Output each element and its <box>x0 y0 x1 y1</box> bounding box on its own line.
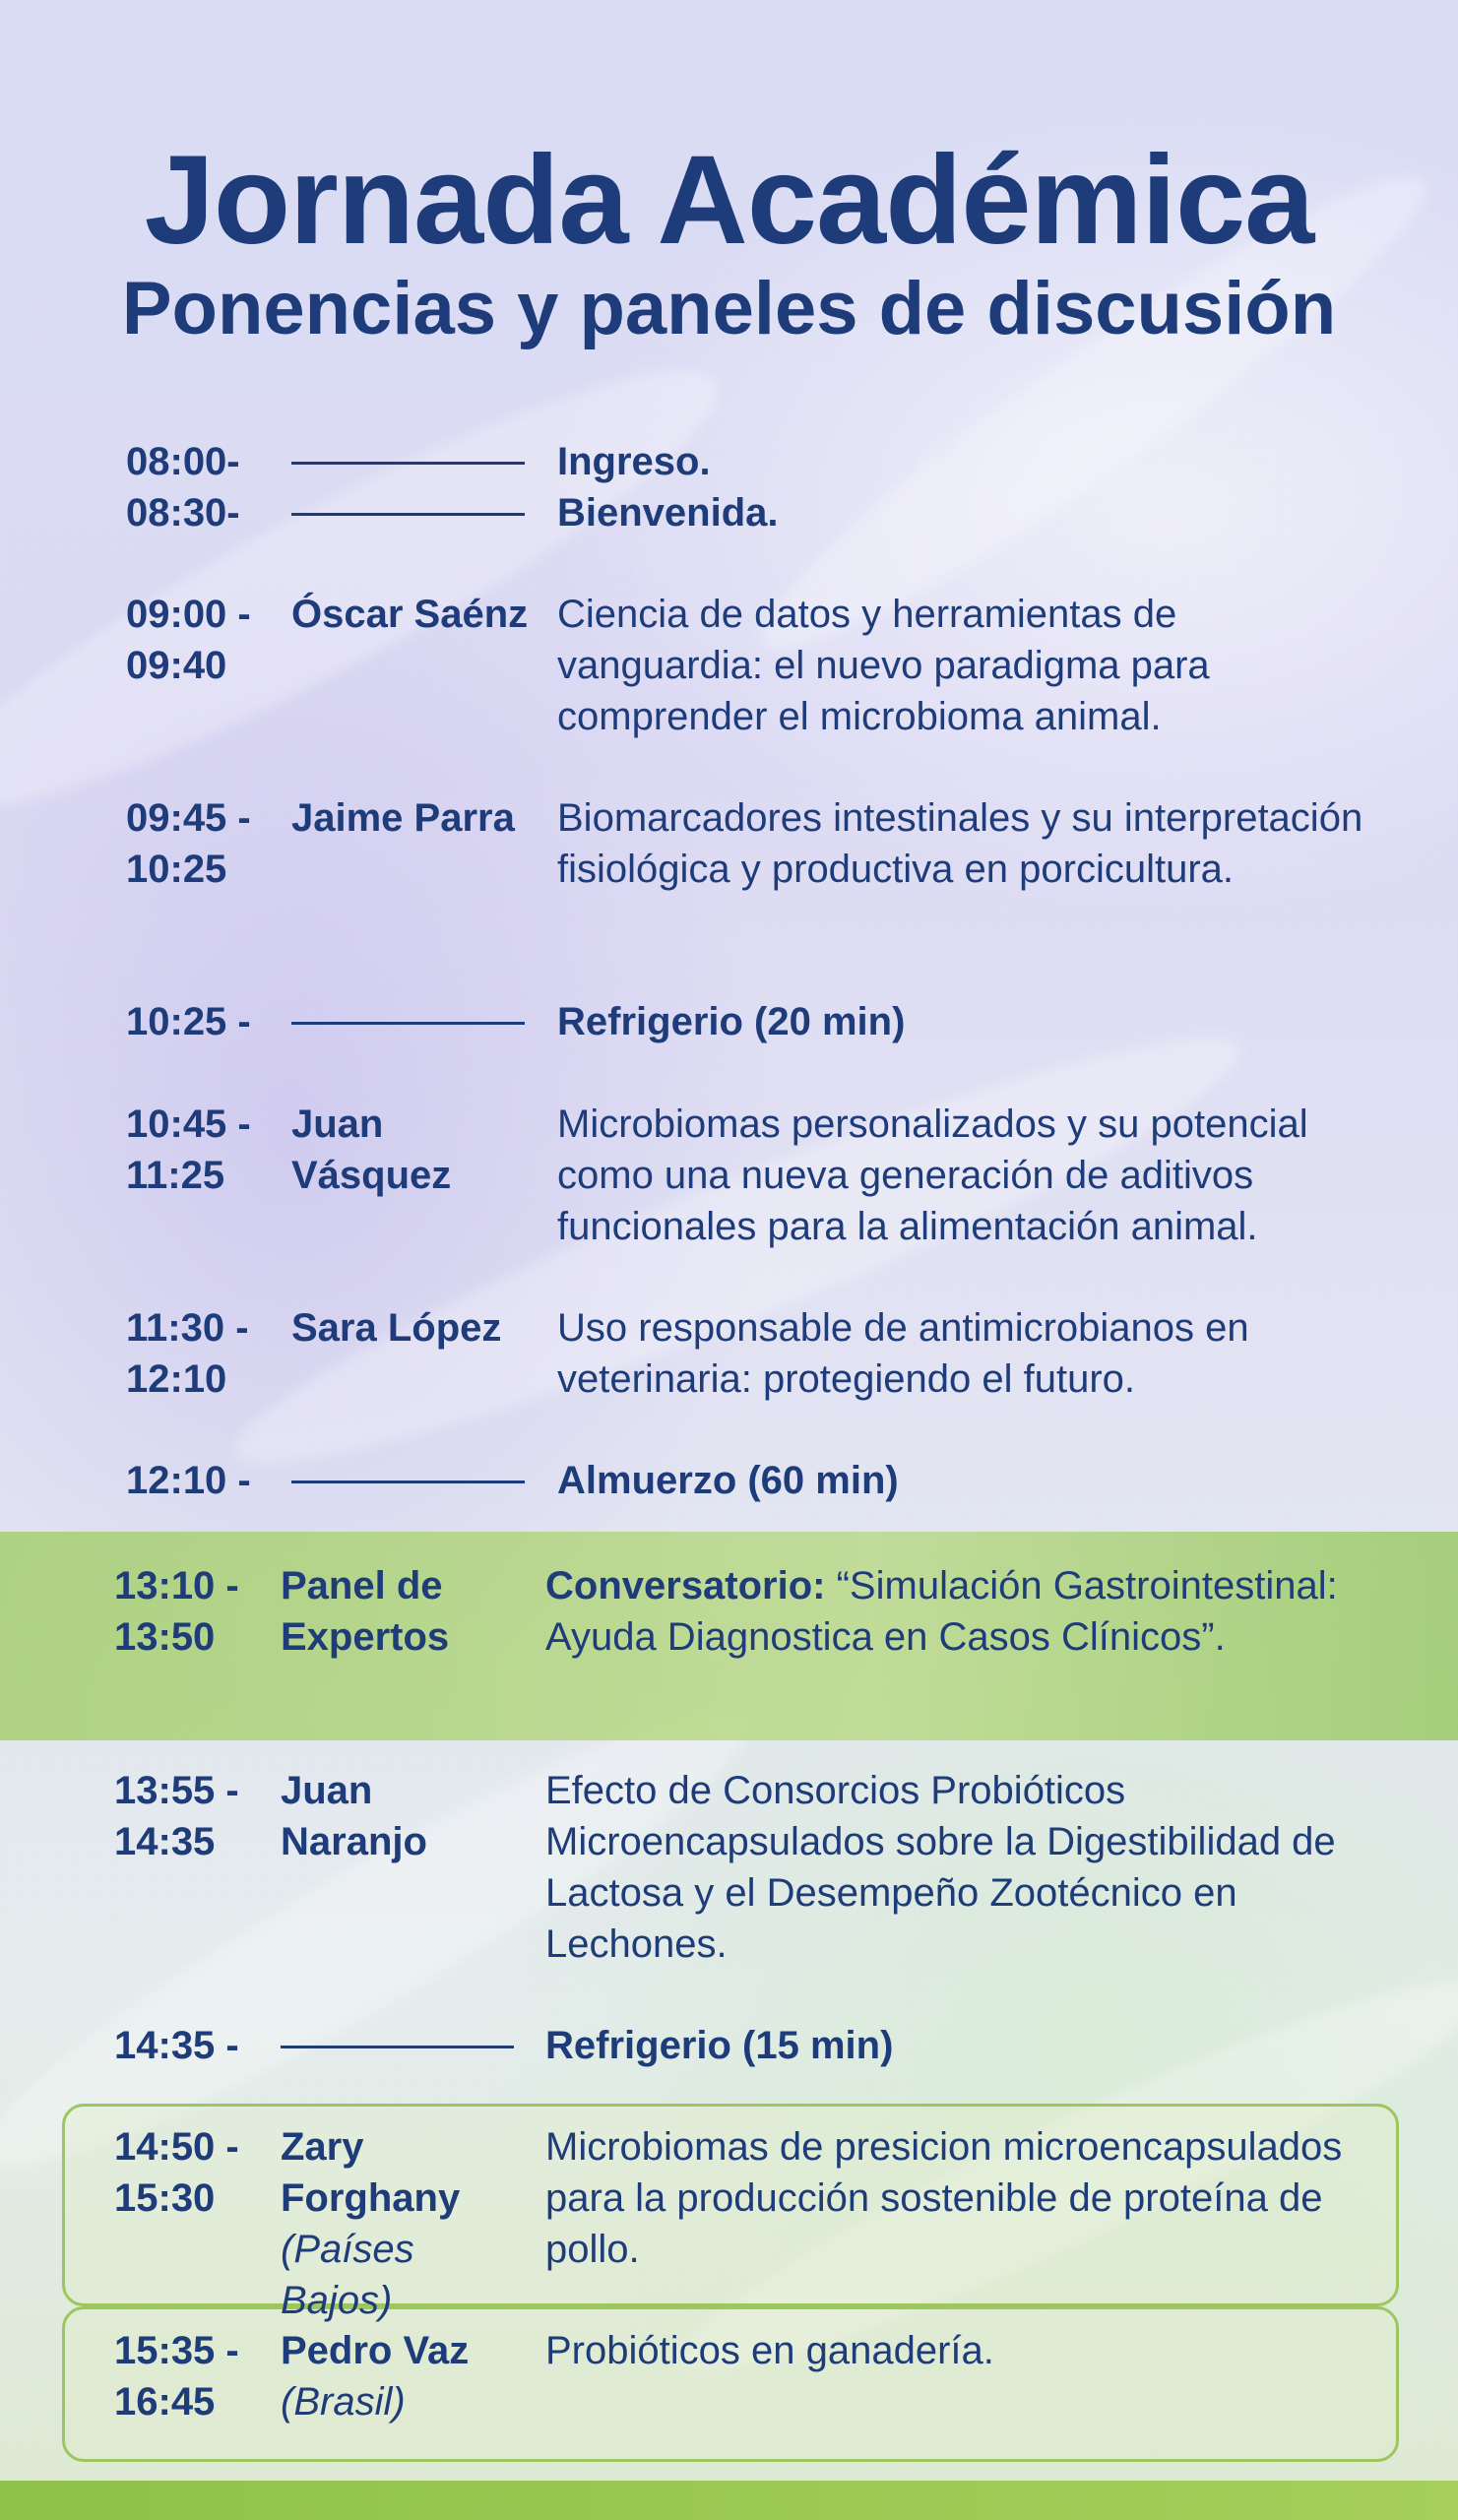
speaker-last-name: Naranjo <box>281 1820 427 1863</box>
time-start: 13:10 - <box>114 1564 239 1607</box>
talk-topic: Biomarcadores intestinales y su interpretación fisiológica y productiva en porcicultura. <box>557 796 1363 891</box>
topic-lead: Conversatorio: <box>545 1564 826 1607</box>
talk-topic <box>545 1560 1363 1663</box>
time-range <box>114 2121 239 2224</box>
talk-topic: Uso responsable de antimicrobianos en veterinaria: protegiendo el futuro. <box>557 1306 1249 1401</box>
event-label: Bienvenida. <box>557 491 779 535</box>
time-start: 09:00 - <box>126 593 251 636</box>
speaker-name <box>281 2325 527 2427</box>
talk-topic: Probióticos en ganadería. <box>545 2329 994 2372</box>
speaker-name: Óscar Saénz <box>291 593 529 636</box>
page-title: Jornada Académica <box>144 130 1314 271</box>
time-end: 12:10 <box>126 1357 227 1401</box>
time-range <box>126 1099 251 1201</box>
talk-topic: Efecto de Consorcios Probióticos Microencapsulados sobre la Digestibilidad de Lactosa y el Desempeño Zootécnico en Lechones. <box>545 1769 1336 1966</box>
speaker-name <box>291 1099 538 1201</box>
time-label: 14:35 - <box>114 2024 239 2067</box>
time-range <box>114 2325 239 2427</box>
time-end: 15:30 <box>114 2176 216 2220</box>
dash-line <box>281 2046 514 2048</box>
time-range <box>126 589 251 691</box>
talk-topic: Ciencia de datos y herramientas de vanguardia: el nuevo paradigma para comprender el microbioma animal. <box>557 593 1210 738</box>
time-end: 10:25 <box>126 848 227 891</box>
event-label: Refrigerio (20 min) <box>557 1000 906 1043</box>
speaker-first-name: Juan <box>281 1769 373 1812</box>
time-range <box>126 1302 249 1405</box>
time-range <box>114 1560 239 1663</box>
speaker-name: Sara López <box>291 1306 502 1350</box>
time-range <box>126 792 251 895</box>
time-label: 08:00- <box>126 440 240 483</box>
time-label: 12:10 - <box>126 1459 251 1502</box>
time-end: 14:35 <box>114 1820 216 1863</box>
speaker-name <box>281 2121 527 2326</box>
speaker-first-name: Panel de <box>281 1564 443 1607</box>
time-start: 09:45 - <box>126 796 251 840</box>
time-start: 14:50 - <box>114 2125 239 2169</box>
footer-bar <box>0 2481 1458 2520</box>
talk-topic: Microbiomas personalizados y su potencial como una nueva generación de aditivos funcionales para la alimentación animal. <box>557 1102 1308 1248</box>
speaker-name: Jaime Parra <box>291 796 515 840</box>
topic-text: “Simulación Gastrointestinal: Ayuda Diagnostica en Casos Clínicos”. <box>545 1564 1338 1659</box>
event-label: Ingreso. <box>557 440 711 483</box>
speaker-first-name: Juan <box>291 1102 384 1146</box>
time-start: 15:35 - <box>114 2329 239 2372</box>
speaker-last-name: Forghany <box>281 2176 461 2220</box>
time-end: 13:50 <box>114 1615 216 1659</box>
time-end: 11:25 <box>126 1154 225 1197</box>
event-label: Almuerzo (60 min) <box>557 1459 899 1502</box>
time-label: 08:30- <box>126 491 240 535</box>
time-label: 10:25 - <box>126 1000 251 1043</box>
time-end: 16:45 <box>114 2380 216 2424</box>
speaker-name <box>281 1560 527 1663</box>
time-end: 09:40 <box>126 644 227 687</box>
dash-line <box>291 1480 525 1483</box>
time-range <box>114 1765 239 1867</box>
dash-line <box>291 1022 525 1025</box>
time-start: 10:45 - <box>126 1102 251 1146</box>
talk-topic: Microbiomas de presicion microencapsulados para la producción sostenible de proteína de pollo. <box>545 2125 1343 2271</box>
event-label: Refrigerio (15 min) <box>545 2024 894 2067</box>
speaker-country: (Países Bajos) <box>281 2228 414 2322</box>
speaker-last-name: Vásquez <box>291 1154 452 1197</box>
speaker-full-name: Pedro Vaz <box>281 2329 470 2372</box>
speaker-last-name: Expertos <box>281 1615 450 1659</box>
page-subtitle: Ponencias y paneles de discusión <box>121 267 1337 350</box>
time-start: 13:55 - <box>114 1769 239 1812</box>
dash-line <box>291 462 525 465</box>
time-start: 11:30 - <box>126 1306 249 1350</box>
speaker-country: (Brasil) <box>281 2380 406 2424</box>
speaker-name <box>281 1765 527 1867</box>
dash-line <box>291 513 525 516</box>
speaker-first-name: Zary <box>281 2125 364 2169</box>
